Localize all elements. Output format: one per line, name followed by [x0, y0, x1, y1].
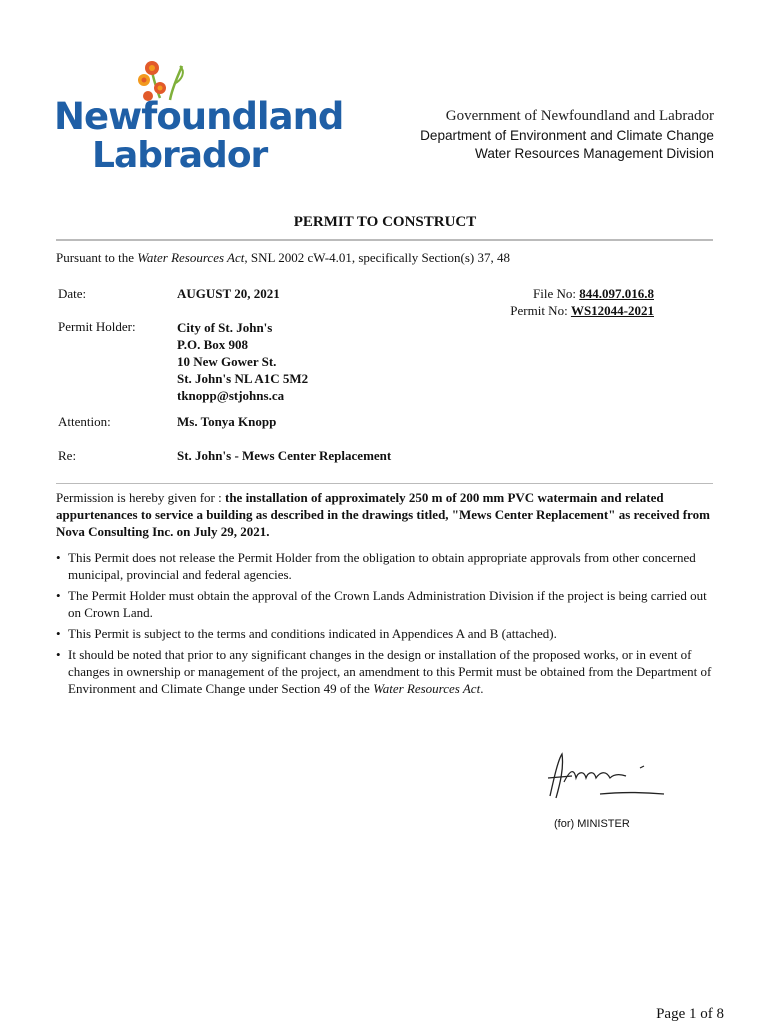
permit-holder-label: Permit Holder:	[58, 319, 136, 334]
attention-label: Attention:	[58, 414, 111, 429]
permit-number-label: Permit No:	[510, 303, 571, 318]
re-label: Re:	[58, 448, 77, 463]
holder-line: P.O. Box 908	[177, 337, 249, 352]
pursuant-act: Water Resources Act	[137, 250, 245, 265]
permit-holder-address	[177, 319, 308, 404]
re-value: St. John's - Mews Center Replacement	[177, 448, 392, 463]
permission-body: the installation of approximately 250 m of 200 mm PVC watermain and related appurtenances to service a building as described in the drawings titled, "Mews Center Replacement" as received from Nova Consulting Inc. on July 29, 2021.	[56, 490, 710, 539]
signature-caption: (for) MINISTER	[554, 818, 630, 830]
list-item	[56, 646, 716, 697]
file-number: 844.097.016.8	[579, 286, 654, 301]
file-info	[510, 285, 654, 319]
logo-wordmark-line1: Newfoundland	[54, 95, 344, 138]
document-title: PERMIT TO CONSTRUCT	[293, 214, 477, 230]
list-item: • This Permit is subject to the terms and conditions indicated in Appendices A and B (attached).	[56, 625, 716, 642]
logo-wordmark-line2: Labrador	[92, 135, 268, 176]
permission-prefix: Permission is hereby given for :	[56, 490, 225, 505]
permission-paragraph	[56, 489, 716, 540]
file-number-label: File No:	[533, 286, 580, 301]
signature-image	[540, 748, 670, 808]
date-value: AUGUST 20, 2021	[177, 286, 280, 301]
holder-line: 10 New Gower St.	[177, 354, 277, 369]
list-item-act: Water Resources Act	[373, 681, 481, 696]
list-item-text: It should be noted that prior to any significant changes in the design or installation of the proposed works, or in event of changes in ownership or management of the project, an amendment to this Permit must be obtained from the Department of Environment and Climate Change under Section 49 of the	[68, 647, 712, 696]
list-item: • The Permit Holder must obtain the approval of the Crown Lands Administration Division if the project is being carried out on Crown Land.	[56, 587, 716, 621]
section-divider	[56, 483, 713, 484]
attention-value: Ms. Tonya Knopp	[177, 414, 277, 429]
permit-number-row	[510, 302, 654, 319]
holder-line: St. John's NL A1C 5M2	[177, 371, 309, 386]
holder-line: City of St. John's	[177, 320, 273, 335]
pursuant-suffix: , SNL 2002 cW-4.01, specifically Section(s) 37, 48	[244, 250, 510, 265]
permit-number: WS12044-2021	[570, 303, 654, 318]
government-name: Government of Newfoundland and Labrador	[445, 108, 714, 124]
list-item: • This Permit does not release the Permit Holder from the obligation to obtain appropriate approvals from other concerned municipal, provincial and federal agencies.	[56, 549, 716, 583]
file-number-row	[510, 285, 654, 302]
pursuant-prefix: Pursuant to the	[56, 250, 138, 265]
page-number: Page 1 of 8	[656, 1006, 724, 1022]
holder-email: tknopp@stjohns.ca	[177, 388, 285, 403]
list-item-end: .	[480, 681, 484, 696]
conditions-list	[56, 549, 716, 701]
department-name: Department of Environment and Climate Change	[420, 128, 714, 143]
government-header	[420, 108, 714, 161]
pursuant-statement	[56, 250, 510, 266]
date-label: Date:	[58, 286, 87, 301]
title-divider	[56, 239, 713, 241]
division-name: Water Resources Management Division	[475, 146, 714, 161]
